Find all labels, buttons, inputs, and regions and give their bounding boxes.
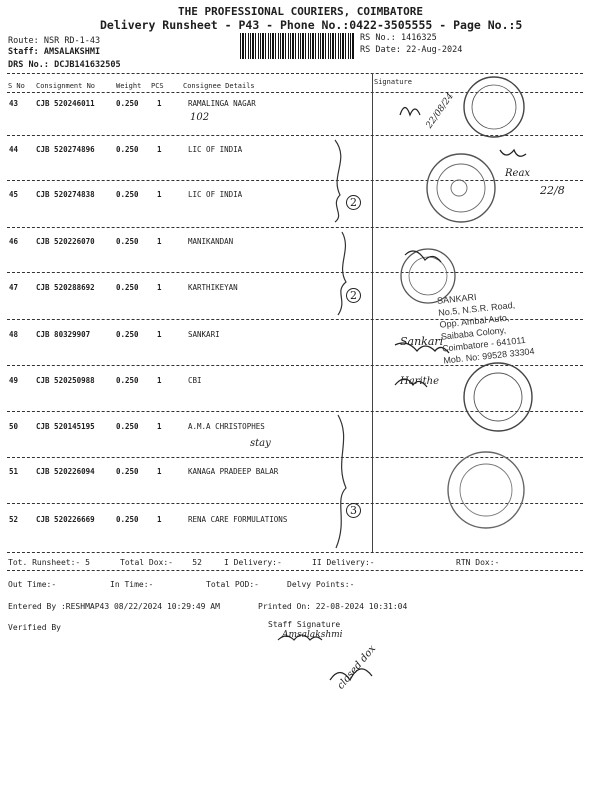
out-time: Out Time:- (8, 580, 57, 589)
row-pcs: 1 (157, 376, 162, 385)
row-pcs: 1 (157, 283, 162, 292)
tot-runsheet: Tot. Runsheet:- 5 (8, 558, 90, 567)
runsheet-subtitle: Delivery Runsheet - P43 - Phone No.:0422-3505555 - Page No.:5 (100, 18, 523, 32)
total-dox: Total Dox:- 52 (120, 558, 202, 567)
row-consignment: CJB 520145195 (36, 422, 95, 431)
rs-date-label: RS Date: (360, 45, 401, 55)
staff-label: Staff: (8, 47, 39, 57)
rs-date-value: 22-Aug-2024 (406, 45, 463, 55)
staff-signature-label: Staff Signature (268, 620, 341, 629)
entered-by: Entered By :RESHMAP43 08/22/2024 10:29:49 AM (8, 602, 220, 611)
handwriting-row49-sign: Harithe (400, 376, 440, 387)
row-pcs: 1 (157, 467, 162, 476)
in-time: In Time:- (110, 580, 154, 589)
row-pcs: 1 (157, 145, 162, 154)
row-consignment: CJB 520226669 (36, 515, 95, 524)
handwriting-closing-note: closed dox (335, 643, 379, 692)
row-weight: 0.250 (116, 515, 139, 524)
row-pcs: 1 (157, 330, 162, 339)
company-title: THE PROFESSIONAL COURIERS, COIMBATORE (178, 5, 424, 18)
verified-by: Verified By (8, 623, 61, 632)
handwriting-row45-mark: 2 (346, 195, 361, 210)
row-weight: 0.250 (116, 190, 139, 199)
row-pcs: 1 (157, 237, 162, 246)
total-pod: Total POD:- (206, 580, 259, 589)
row-sno: 51 (9, 467, 19, 476)
row-consignee: SANKARI (188, 330, 220, 339)
row-pcs: 1 (157, 99, 162, 108)
row-sno: 52 (9, 515, 19, 524)
row-sno: 48 (9, 330, 19, 339)
row-consignment: CJB 520246011 (36, 99, 95, 108)
route-value: NSR RD-1-43 (43, 36, 101, 46)
staff-value: AMSALAKSHMI (43, 47, 101, 57)
ii-delivery: II Delivery:- (312, 558, 375, 567)
handwriting-row44-sign: Reax (505, 168, 531, 179)
col-consignee: Consignee Details (183, 82, 255, 90)
row-consignee: RENA CARE FORMULATIONS (188, 515, 288, 524)
col-signature: Signature (374, 78, 412, 86)
row-consignee: KARTHIKEYAN (188, 283, 238, 292)
row-sno: 49 (9, 376, 19, 385)
printed-on: Printed On: 22-08-2024 10:31:04 (258, 602, 408, 611)
row-consignment: CJB 520274838 (36, 190, 95, 199)
delvy-points: Delvy Points:- (287, 580, 355, 589)
stamp-sankari-address: SANKARI No.5, N.S.R. Road, Opp. Ambal Auto, Saibaba Colony, Coimbatore - 641011 Mob. No: 99528 33304 (436, 291, 535, 366)
row-consignment: CJB 520250988 (36, 376, 95, 385)
stamp-row43 (464, 77, 524, 137)
row-consignee: LIC OF INDIA (188, 190, 243, 199)
row-consignee: RAMALINGA NAGAR (188, 99, 256, 108)
row-consignment: CJB 80329907 (36, 330, 91, 339)
col-consignment: Consignment No (36, 82, 96, 90)
row-consignee: MANIKANDAN (188, 237, 234, 246)
row-consignment: CJB 520274896 (36, 145, 95, 154)
row-weight: 0.250 (116, 422, 139, 431)
row-consignment: CJB 520226070 (36, 237, 95, 246)
row-sno: 43 (9, 99, 19, 108)
handwriting-row47-mark: 2 (346, 288, 361, 303)
row-consignee: LIC OF INDIA (188, 145, 243, 154)
row-consignment: CJB 520288692 (36, 283, 95, 292)
row-weight: 0.250 (116, 237, 139, 246)
handwriting-row51-mark: 3 (346, 503, 361, 518)
row-weight: 0.250 (116, 467, 139, 476)
col-pcs: PCS (151, 82, 164, 90)
route-label: Route: (8, 36, 39, 46)
row-pcs: 1 (157, 190, 162, 199)
handwriting-row48-sign: Sankari (400, 335, 444, 348)
row-sno: 44 (9, 145, 19, 154)
row-weight: 0.250 (116, 99, 139, 108)
row-consignee: A.M.A CHRISTOPHES (188, 422, 265, 431)
row-sno: 45 (9, 190, 19, 199)
row-pcs: 1 (157, 515, 162, 524)
stamp-row44-45 (427, 154, 495, 222)
row-weight: 0.250 (116, 330, 139, 339)
handwriting-row44-date: 22/8 (540, 184, 565, 197)
stamp-row49 (464, 363, 532, 431)
row-sno: 50 (9, 422, 19, 431)
row-pcs: 1 (157, 422, 162, 431)
row-sno: 46 (9, 237, 19, 246)
drs-value: DCJB141632505 (54, 60, 121, 70)
rs-no-value: 1416325 (400, 33, 437, 43)
handwriting-row43-date: 22/08/24 (424, 91, 456, 131)
row-weight: 0.250 (116, 283, 139, 292)
handwriting-row50-note: stay (250, 438, 271, 449)
rs-no-label: RS No.: (360, 33, 396, 43)
drs-label: DRS No.: (8, 60, 49, 70)
row-weight: 0.250 (116, 145, 139, 154)
handwriting-staff-sign: Amsalakshmi (282, 630, 343, 640)
row-consignment: CJB 520226094 (36, 467, 95, 476)
stamp-row51-52 (448, 452, 524, 528)
i-delivery: I Delivery:- (224, 558, 282, 567)
rtn-dox: RTN Dox:- (456, 558, 500, 567)
row-sno: 47 (9, 283, 19, 292)
row-consignee: KANAGA PRADEEP BALAR (188, 467, 279, 476)
col-weight: Weight (116, 82, 142, 90)
row-weight: 0.250 (116, 376, 139, 385)
handwriting-row43-note: 102 (190, 112, 210, 123)
row-consignee: CBI (188, 376, 202, 385)
col-sno: S No (8, 82, 25, 90)
